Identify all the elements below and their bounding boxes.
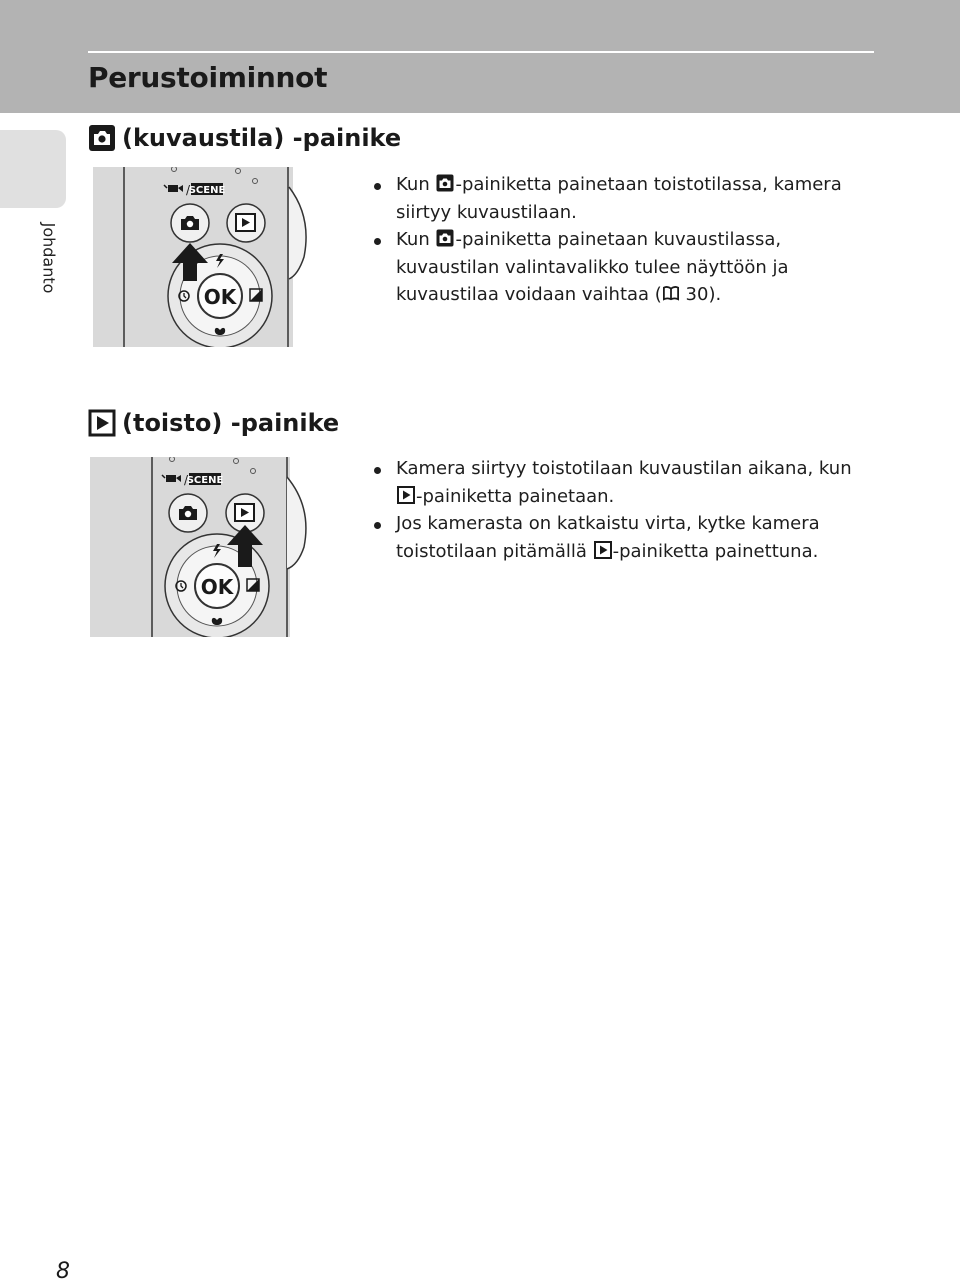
side-tab-label: Johdanto xyxy=(39,222,59,294)
play-icon xyxy=(88,409,116,437)
section-title-text: (toisto) -painike xyxy=(122,409,340,437)
bullet-dot xyxy=(374,522,381,529)
list-item: Jos kamerasta on katkaistu virta, kytke kamera toistotilaan pitämällä -painiketta painettuna. xyxy=(372,510,872,565)
scene-label: SCENE xyxy=(188,185,226,196)
bullet-dot xyxy=(374,238,381,245)
camera-icon xyxy=(436,174,454,192)
header-band xyxy=(0,0,960,113)
camera-back-illustration xyxy=(90,457,312,637)
section-title xyxy=(88,122,401,154)
section-title-text: (kuvaustila) -painike xyxy=(122,124,402,152)
book-icon xyxy=(663,284,679,302)
camera-back-illustration xyxy=(90,167,312,347)
camera-icon xyxy=(88,124,116,152)
ok-label: OK xyxy=(200,575,234,599)
bullet-list xyxy=(372,171,872,309)
bullet-dot xyxy=(374,467,381,474)
list-item: Kamera siirtyy toistotilaan kuvaustilan aikana, kun -painiketta painetaan. xyxy=(372,455,872,510)
scene-label: SCENE xyxy=(186,475,224,486)
svg-text:/: / xyxy=(186,183,191,197)
bullet-dot xyxy=(374,183,381,190)
list-item: Kun -painiketta painetaan kuvaustilassa, kuvaustilan valintavalikko tulee näyttöön ja kuvaustilaa voidaan vaihtaa ( 30). xyxy=(372,226,872,309)
section-title xyxy=(88,407,339,439)
play-icon xyxy=(594,541,612,559)
page-title: Perustoiminnot xyxy=(88,61,328,94)
header-rule xyxy=(88,51,874,53)
play-icon xyxy=(397,486,415,504)
ok-label: OK xyxy=(203,285,237,309)
bullet-list xyxy=(372,455,872,565)
list-item: Kun -painiketta painetaan toistotilassa, kamera siirtyy kuvaustilaan. xyxy=(372,171,872,226)
playback-button-icon xyxy=(235,504,254,521)
side-tab xyxy=(0,130,66,208)
svg-text:/: / xyxy=(184,473,189,487)
page-number: 8 xyxy=(56,1259,70,1284)
camera-icon xyxy=(436,229,454,247)
